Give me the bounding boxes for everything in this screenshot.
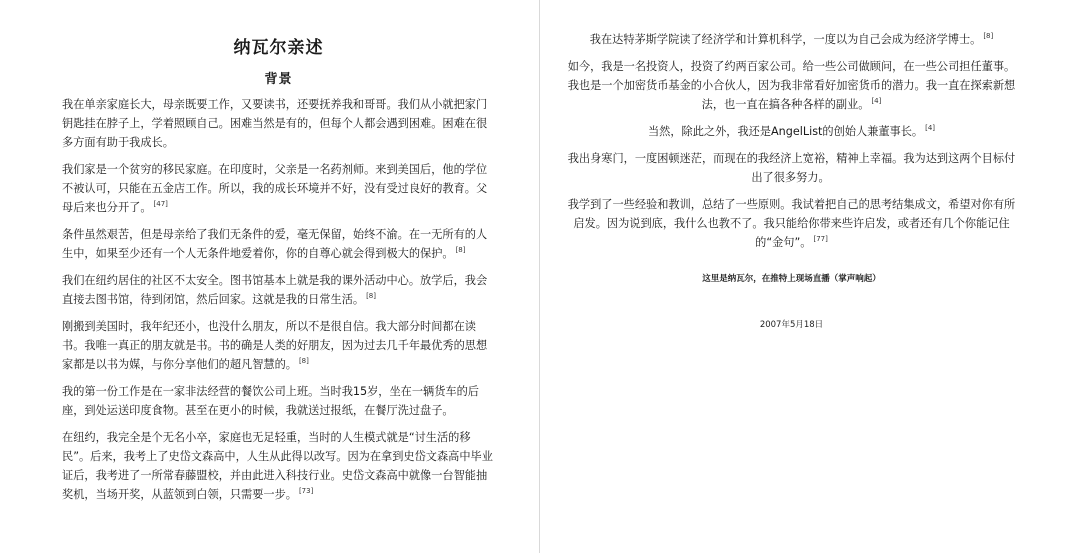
footnote-ref: [8] — [455, 246, 466, 255]
footnote-ref: [4] — [925, 124, 936, 133]
footnote-ref: [4] — [871, 97, 882, 106]
chapter-title: 纳瓦尔亲述 — [233, 38, 324, 58]
footnote-ref: [8] — [298, 357, 309, 366]
paragraph: 条件虽然艰苦，但是母亲给了我们无条件的爱，毫无保留，始终不渝。在一无所有的人生中，如果至少还有一个人无条件地爱着你，你的自尊心就会得到极大的保护。 [8] — [62, 228, 488, 260]
paragraph: 我们在纽约居住的社区不太安全。图书馆基本上就是我的课外活动中心。放学后，我会直接去图书馆，待到闭馆，然后回家。这就是我的日常生活。 [8] — [62, 274, 488, 306]
paragraph: 我们家是一个贫穷的移民家庭。在印度时，父亲是一名药剂师。来到美国后，他的学位不被认可，只能在五金店工作。所以，我的成长环境并不好，没有受过良好的教育。父母后来也分开了。 [47] — [62, 163, 488, 214]
page-gutter-divider — [539, 0, 540, 553]
footnote-ref: [8] — [366, 292, 376, 301]
paragraph: 我在单亲家庭长大，母亲既要工作，又要读书，还要抚养我和哥哥。我们从小就把家门钥匙挂在脖子上，学着照顾自己。困难当然是有的，但每个人都会遇到困难。困难在很多方面有助于我成长。 — [62, 98, 488, 149]
left-page — [0, 0, 539, 553]
paragraph: 当然，除此之外，我还是AngelList的创始人兼董事长。 [4] — [647, 124, 936, 138]
footnote-ref: [47] — [153, 200, 168, 209]
paragraph: 在纽约，我完全是个无名小卒，家庭也无足轻重，当时的人生模式就是“讨生活的移民”。后来，我考上了史岱文森高中，人生从此得以改写。因为在拿到史岱文森高中毕业证后，我考进了一所常春藤盟校，并由此进入科技行业。史岱文森高中就像一台智能抽奖机，当场开奖，从蓝领到白领，只需要一步。 [73] — [62, 431, 493, 501]
closing-caption: 这里是纳瓦尔，在推特上现场直播（掌声响起） — [702, 274, 881, 284]
paragraph: 我学到了一些经验和教训，总结了一些原则。我试着把自己的思考结集成文，希望对你有所启发。因为说到底，我什么也教不了。我只能给你带来些许启发，或者还有几个你能记住的“金句”。 [77] — [567, 198, 1016, 249]
paragraph: 我出身寒门，一度困顿迷茫，而现在的我经济上宽裕，精神上幸福。我为达到这两个目标付出了很多努力。 — [567, 152, 1016, 184]
footnote-ref: [77] — [813, 235, 828, 244]
section-subtitle: 背景 — [264, 72, 293, 87]
paragraph: 刚搬到美国时，我年纪还小，也没什么朋友，所以不是很自信。我大部分时间都在读书。我唯一真正的朋友就是书。书的确是人类的好朋友，因为过去几千年最优秀的思想家都是以书为媒，与你分享他们的超凡智慧的。 [8] — [62, 320, 488, 371]
footnote-ref: [73] — [298, 487, 314, 496]
paragraph: 我的第一份工作是在一家非法经营的餐饮公司上班。当时我15岁，坐在一辆货车的后座，到处运送印度食物。甚至在更小的时候，我就送过报纸，在餐厅洗过盘子。 — [62, 385, 479, 417]
paragraph: 如今，我是一名投资人，投资了约两百家公司。给一些公司做顾问，在一些公司担任董事。我也是一个加密货币基金的小合伙人，因为我非常看好加密货币的潜力。我一直在探索新想法，也一直在搞各种各样的副业。 [4] — [567, 60, 1016, 111]
paragraph: 我在达特茅斯学院读了经济学和计算机科学，一度以为自己会成为经济学博士。 [8] — [589, 32, 994, 46]
right-page — [541, 0, 1080, 553]
date-stamp: 2007年5月18日 — [759, 320, 824, 330]
footnote-ref: [8] — [983, 32, 994, 41]
